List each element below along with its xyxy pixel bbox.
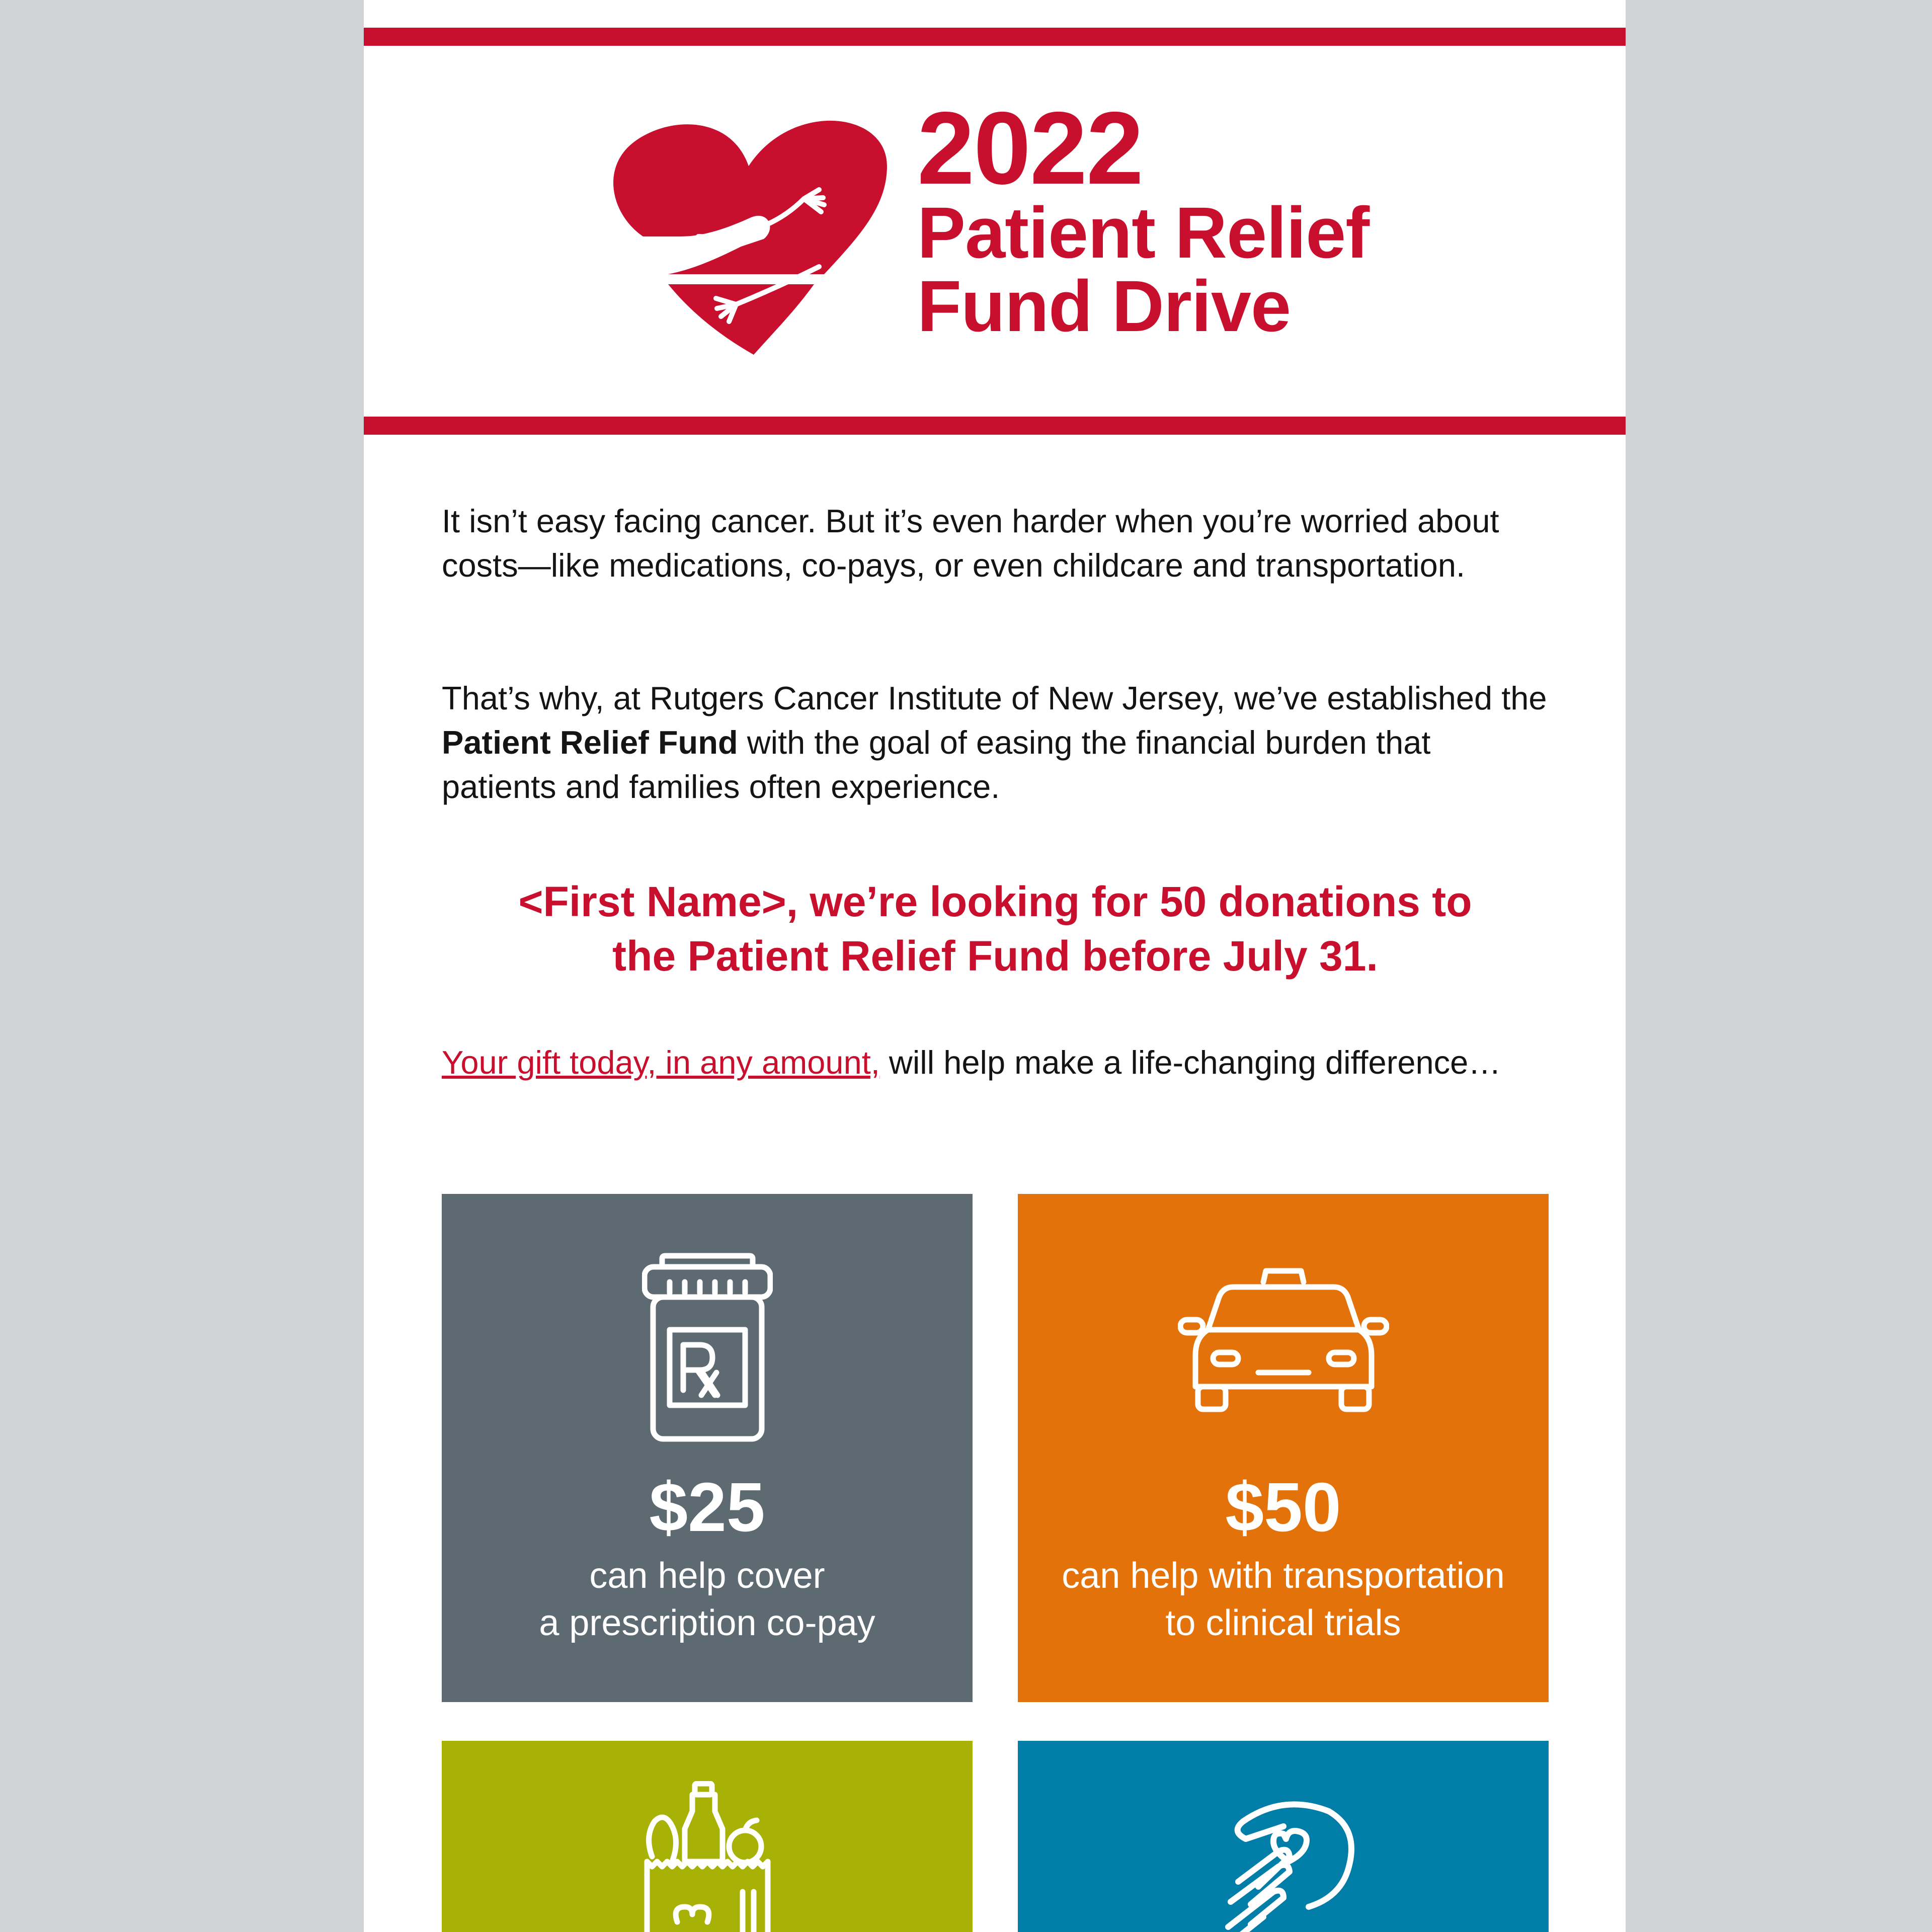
donate-link[interactable]: Your gift today, in any amount,	[442, 1044, 880, 1081]
logo-year: 2022	[917, 91, 1143, 206]
hugging-heart-logo-icon	[598, 86, 900, 357]
hand-heart-icon	[1203, 1791, 1364, 1932]
tile-description-line1: can help cover	[589, 1556, 825, 1596]
gift-paragraph-text: will help make a life-changing difference…	[879, 1044, 1501, 1081]
fund-paragraph-start: That’s why, at Rutgers Cancer Institute of New Jersey, we’ve established the	[442, 680, 1547, 716]
donation-ask-line2: the Patient Relief Fund before July 31.	[612, 932, 1378, 980]
email-body	[364, 0, 1626, 1932]
prescription-bottle-icon	[642, 1252, 773, 1443]
donation-tile-groceries[interactable]	[442, 1741, 973, 1932]
tile-description-line2: a prescription co-pay	[539, 1603, 875, 1643]
fund-name-bold: Patient Relief Fund	[442, 724, 738, 761]
intro-paragraph: It isn’t easy facing cancer. But it’s even harder when you’re worried about costs—like medications, co-pays, or even childcare and transportation.	[442, 503, 1499, 584]
fund-paragraph-end: with the goal of easing the financial burden that patients and families often experience.	[442, 724, 1431, 805]
logo-title-line1: Patient Relief	[917, 192, 1370, 273]
donation-tile-50[interactable]	[1018, 1194, 1549, 1702]
gift-paragraph	[442, 1040, 1549, 1085]
tile-description-line1: can help with transportation	[1062, 1556, 1505, 1596]
tile-description	[442, 1552, 973, 1647]
tile-description-line2: to clinical trials	[1165, 1603, 1401, 1643]
donation-ask-heading	[442, 874, 1549, 983]
logo-title-line2: Fund Drive	[917, 266, 1291, 347]
logo-title	[917, 91, 1370, 347]
fund-paragraph	[442, 676, 1549, 809]
donation-tile-25[interactable]	[442, 1194, 973, 1702]
grocery-bag-icon	[642, 1781, 773, 1932]
donation-ask-line1: <First Name>, we’re looking for 50 donations to	[518, 878, 1472, 925]
tile-amount: $25	[649, 1469, 765, 1546]
top-divider	[364, 28, 1626, 46]
tile-amount: $50	[1225, 1469, 1341, 1546]
taxi-icon	[1178, 1267, 1389, 1418]
tile-description	[1018, 1552, 1549, 1647]
donation-tile-support[interactable]	[1018, 1741, 1549, 1932]
header-bottom-divider	[364, 417, 1626, 435]
